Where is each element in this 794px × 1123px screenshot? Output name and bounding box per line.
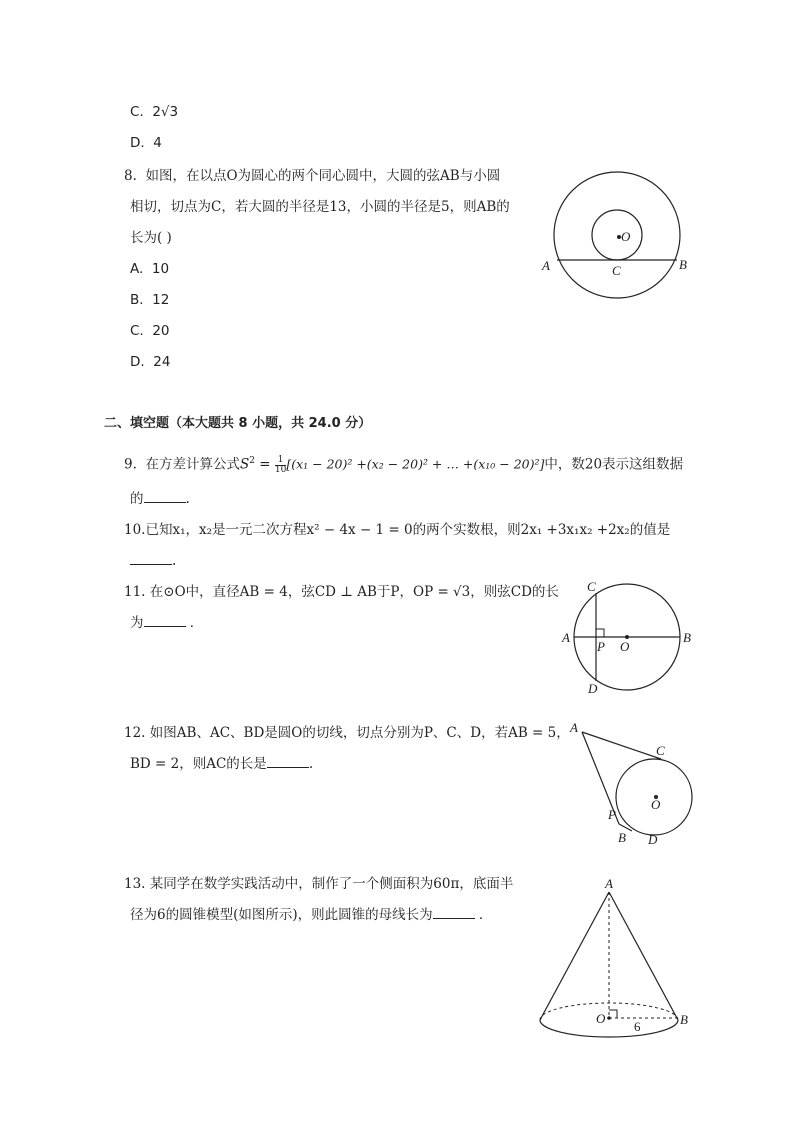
q9-fraction: $\frac{1}{10}$ xyxy=(274,454,287,475)
q8-number: 8. xyxy=(124,168,137,184)
q8-line3: 长为( ) xyxy=(130,230,172,246)
q11-label-o: O xyxy=(620,639,630,654)
q11-label-p: P xyxy=(597,639,605,654)
q13-label-radius: 6 xyxy=(634,1019,641,1034)
q12-label-a: A xyxy=(570,720,578,735)
q13-line1: 13. 某同学在数学实践活动中，制作了一个侧面积为60π，底面半 xyxy=(124,876,514,892)
q8-large-circle xyxy=(554,172,680,298)
section-title: 二、填空题（本大题共 8 小题，共 24.0 分） xyxy=(104,416,372,431)
q11-label-c: C xyxy=(587,579,596,594)
q13-cone-left-side xyxy=(540,892,609,1020)
q13-answer-blank[interactable] xyxy=(433,906,475,919)
q12-tangent-ac xyxy=(582,732,661,759)
q13-center-dot xyxy=(607,1016,611,1020)
q12-label-c: C xyxy=(656,743,665,758)
q12-label-d: D xyxy=(648,832,658,847)
q12-label-o: O xyxy=(651,797,661,812)
q9-number: 9. xyxy=(124,456,137,473)
q8-label-c: C xyxy=(612,263,621,278)
q9-line2: 的 . xyxy=(130,491,190,507)
q12-figure xyxy=(565,718,705,853)
q13-label-o: O xyxy=(596,1011,606,1026)
q8-figure xyxy=(540,170,690,310)
q13-number: 13. xyxy=(124,876,146,892)
q9-answer-blank[interactable] xyxy=(144,490,186,503)
q11-line2: 为 ． xyxy=(130,615,204,631)
q8-label-a: A xyxy=(542,258,550,273)
q12-number: 12. xyxy=(124,725,146,741)
q10-line2: . xyxy=(130,552,176,570)
q12-label-b: B xyxy=(618,830,626,845)
q8-line1: 8. 如图，在以点O为圆心的两个同心圆中，大圆的弦AB与小圆 xyxy=(124,168,501,184)
q12-label-p: P xyxy=(608,807,616,822)
q7-option-c: C. 2√3 xyxy=(130,104,179,120)
q9-line1: 9. 在方差计算公式$S^2$ = $\frac{1}{10}$ [(x₁ − 20)² +(x₂ − 20)² + … +(x₁₀ − 20)²]中，数20表示这组数据 xyxy=(124,454,684,475)
q13-label-a: A xyxy=(605,876,613,891)
q13-base-front xyxy=(540,1020,678,1037)
q11-answer-blank[interactable] xyxy=(144,614,186,627)
q8-label-o: O xyxy=(621,229,631,244)
q11-label-a: A xyxy=(562,630,570,645)
q8-option-a: A. 10 xyxy=(130,261,170,277)
q12-line1: 12. 如图AB、AC、BD是圆O的切线，切点分别为P、C、D，若AB = 5， xyxy=(124,725,570,741)
q8-option-c: C. 20 xyxy=(130,323,170,339)
q8-option-b: B. 12 xyxy=(130,292,170,308)
q8-option-d: D. 24 xyxy=(130,354,171,370)
q12-answer-blank[interactable] xyxy=(267,755,309,768)
q11-label-d: D xyxy=(588,681,598,696)
q11-label-b: B xyxy=(683,630,691,645)
q13-label-b: B xyxy=(680,1012,688,1027)
q10-line1: 10.已知x₁，x₂是一元二次方程x² − 4x − 1 = 0的两个实数根，则2x₁ +3x₁x₂ +2x₂的值是 xyxy=(124,522,671,538)
q7-option-d: D. 4 xyxy=(130,135,162,151)
q10-answer-blank[interactable] xyxy=(130,552,172,565)
q8-small-circle xyxy=(592,210,642,260)
q13-line2: 径为6的圆锥模型(如图所示)，则此圆锥的母线长为 ． xyxy=(130,907,493,923)
q11-line1: 11. 在⊙O中，直径AB = 4，弦CD ⊥ AB于P，OP = √3，则弦CD的长 xyxy=(124,584,559,600)
q8-line2: 相切，切点为C，若大圆的半径是13，小圆的半径是5，则AB的 xyxy=(130,199,510,215)
q13-figure xyxy=(535,872,705,1042)
q11-figure xyxy=(560,578,700,698)
q11-number: 11. xyxy=(124,584,146,600)
q12-line2: BD = 2，则AC的长是 . xyxy=(130,756,314,772)
q8-label-b: B xyxy=(679,257,687,272)
q11-right-angle-mark xyxy=(596,629,604,637)
q13-cone-right-side xyxy=(609,892,678,1020)
q10-number: 10. xyxy=(124,522,146,538)
